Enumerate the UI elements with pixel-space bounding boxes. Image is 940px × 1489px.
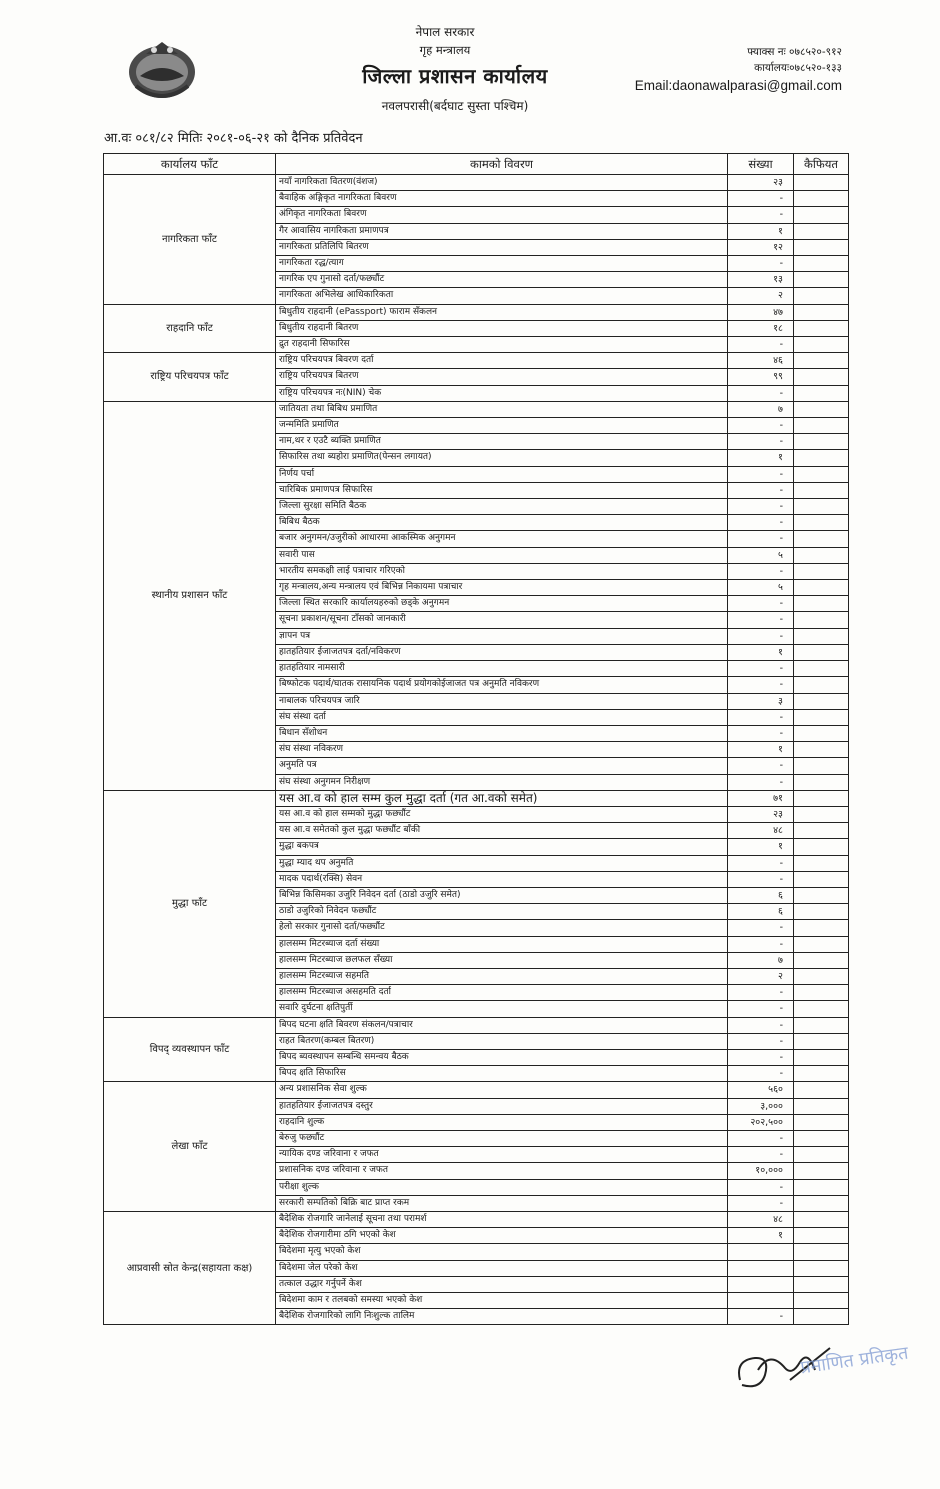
count-cell: - [728, 1001, 794, 1017]
count-cell: - [728, 337, 794, 353]
remarks-cell [794, 887, 849, 903]
district-name: नवलपरासी(बर्दघाट सुस्ता पश्चिम) [381, 99, 529, 113]
task-cell: सिफारिस तथा ब्यहोरा प्रमाणित(पेन्सन लगायत) [276, 450, 728, 466]
remarks-cell [794, 920, 849, 936]
count-cell: - [728, 1033, 794, 1049]
remarks-cell [794, 1179, 849, 1195]
count-cell: ४६ [728, 353, 794, 369]
remarks-cell [794, 790, 849, 806]
task-cell: राष्ट्रिय परिचयपत्र बिवरण दर्ता [276, 353, 728, 369]
count-cell: - [728, 725, 794, 741]
task-cell: संघ संस्था नविकरण [276, 742, 728, 758]
count-cell: - [728, 1130, 794, 1146]
task-cell: राहत बितरण(कम्बल बितरण) [276, 1033, 728, 1049]
task-cell: राहदानि शुल्क [276, 1114, 728, 1130]
section-name: आप्रवासी स्रोत केन्द्र(सहायता कक्ष) [104, 1212, 276, 1325]
header-count: संख्या [728, 154, 794, 175]
remarks-cell [794, 353, 849, 369]
remarks-cell [794, 191, 849, 207]
count-cell: २०२,५०० [728, 1114, 794, 1130]
remarks-cell [794, 1033, 849, 1049]
task-cell: भारतीय समकक्षी लाई पत्राचार गरिएको [276, 563, 728, 579]
section-name: स्थानीय प्रशासन फाँट [104, 401, 276, 790]
count-cell: २३ [728, 175, 794, 191]
remarks-cell [794, 175, 849, 191]
task-cell: संघ संस्था अनुगमन निरीक्षण [276, 774, 728, 790]
task-cell: बिभिन्न किसिमका उजुरि निवेदन दर्ता (ठाडो उजुरि समेत) [276, 887, 728, 903]
office-name: जिल्ला प्रशासन कार्यालय [362, 64, 548, 88]
task-cell: नागरिकता अभिलेख आधिकारिकता [276, 288, 728, 304]
office-phone: कार्यालयः०७८५२०-१३३ [754, 62, 842, 74]
count-cell: - [728, 677, 794, 693]
table-row [104, 1082, 849, 1098]
count-cell: ९९ [728, 369, 794, 385]
certification-stamp: प्रमाणित प्रतिकृत [799, 1342, 910, 1379]
count-cell: - [728, 661, 794, 677]
table-body [104, 175, 849, 1325]
remarks-cell [794, 288, 849, 304]
task-cell: जिल्ला स्थित सरकारि कार्यालयहरुको छड्के अनुगमन [276, 596, 728, 612]
remarks-cell [794, 823, 849, 839]
count-cell: १ [728, 644, 794, 660]
count-cell: - [728, 531, 794, 547]
section-name: लेखा फाँट [104, 1082, 276, 1212]
task-cell: बिपद घटना क्षति बिवरण संकलन/पत्राचार [276, 1017, 728, 1033]
task-cell: बेरुजु फछ्यौंट [276, 1130, 728, 1146]
count-cell: २ [728, 288, 794, 304]
count-cell: १०,००० [728, 1163, 794, 1179]
remarks-cell [794, 580, 849, 596]
count-cell: - [728, 418, 794, 434]
remarks-cell [794, 239, 849, 255]
report-title: आ.वः ०८१/८२ मितिः २०८१-०६-२१ को दैनिक प्रतिवेदन [104, 131, 363, 146]
task-cell: गैर आवासिय नागरिकता प्रमाणपत्र [276, 223, 728, 239]
task-cell: हातहतियार ईजाजतपत्र दर्ता/नविकरण [276, 644, 728, 660]
nepal-government-emblem-icon [124, 36, 200, 102]
count-cell: - [728, 1147, 794, 1163]
count-cell: ६ [728, 887, 794, 903]
count-cell: - [728, 385, 794, 401]
task-cell: बिदेशमा जेल परेको केश [276, 1260, 728, 1276]
remarks-cell [794, 806, 849, 822]
government-name: नेपाल सरकार [415, 25, 475, 39]
remarks-cell [794, 1147, 849, 1163]
task-cell: हालसम्म मिटरब्याज छलफल सँख्या [276, 952, 728, 968]
remarks-cell [794, 531, 849, 547]
task-cell: बिधुतीय राहदानी (ePassport) फाराम सँकलन [276, 304, 728, 320]
remarks-cell [794, 547, 849, 563]
task-cell: नागरिकता प्रतिलिपि बितरण [276, 239, 728, 255]
count-cell: ३,००० [728, 1098, 794, 1114]
remarks-cell [794, 1082, 849, 1098]
count-cell: ४८ [728, 1212, 794, 1228]
table-row [104, 353, 849, 369]
task-cell: बिधान सँशोधन [276, 725, 728, 741]
remarks-cell [794, 515, 849, 531]
remarks-cell [794, 1163, 849, 1179]
count-cell: ४८ [728, 823, 794, 839]
remarks-cell [794, 450, 849, 466]
remarks-cell [794, 677, 849, 693]
task-cell: हालसम्म मिटरब्याज दर्ता संख्या [276, 936, 728, 952]
remarks-cell [794, 466, 849, 482]
ministry-name: गृह मन्त्रालय [419, 43, 471, 57]
task-cell: नाम,थर र एउटै ब्यक्ति प्रमाणित [276, 434, 728, 450]
remarks-cell [794, 1001, 849, 1017]
section-name: मुद्धा फाँट [104, 790, 276, 1017]
daily-report-table [103, 153, 849, 1325]
task-cell: ठाडो उजुरिको निवेदन फछ्यौंट [276, 904, 728, 920]
task-cell: द्रुत राहदानी सिफारिस [276, 337, 728, 353]
count-cell: - [728, 1195, 794, 1211]
task-cell: बैदेशिक रोजगारीमा ठगि भएको केश [276, 1228, 728, 1244]
remarks-cell [794, 385, 849, 401]
count-cell: ४७ [728, 304, 794, 320]
task-cell: अन्य प्रशासनिक सेवा शुल्क [276, 1082, 728, 1098]
remarks-cell [794, 1098, 849, 1114]
count-cell: ५६० [728, 1082, 794, 1098]
remarks-cell [794, 1066, 849, 1082]
remarks-cell [794, 207, 849, 223]
count-cell: - [728, 563, 794, 579]
count-cell: ७ [728, 952, 794, 968]
count-cell: - [728, 499, 794, 515]
count-cell: ७१ [728, 790, 794, 806]
remarks-cell [794, 1309, 849, 1325]
remarks-cell [794, 758, 849, 774]
count-cell: - [728, 466, 794, 482]
count-cell: - [728, 985, 794, 1001]
task-cell: बिदेशमा काम र तलबको समस्या भएको केश [276, 1293, 728, 1309]
remarks-cell [794, 774, 849, 790]
remarks-cell [794, 612, 849, 628]
task-cell: हालसम्म मिटरब्याज असहमति दर्ता [276, 985, 728, 1001]
task-cell: मादक पदार्थ(रक्सि) सेवन [276, 871, 728, 887]
task-cell: जातियता तथा बिबिध प्रमाणित [276, 401, 728, 417]
task-cell: प्रशासनिक दण्ड जरिवाना र जफत [276, 1163, 728, 1179]
count-cell [728, 1293, 794, 1309]
count-cell: २ [728, 968, 794, 984]
remarks-cell [794, 936, 849, 952]
count-cell: ५ [728, 580, 794, 596]
task-cell: बिष्फोटक पदार्थ/घातक रासायनिक पदार्थ प्रयोगकोईजाजत पत्र अनुमति नविकरण [276, 677, 728, 693]
task-cell: बिपद क्षति सिफारिस [276, 1066, 728, 1082]
remarks-cell [794, 401, 849, 417]
remarks-cell [794, 1212, 849, 1228]
remarks-cell [794, 1260, 849, 1276]
count-cell: - [728, 628, 794, 644]
remarks-cell [794, 563, 849, 579]
count-cell: - [728, 482, 794, 498]
fax-number: फ्याक्स नः ०७८५२०-९१२ [747, 46, 842, 58]
remarks-cell [794, 628, 849, 644]
section-name: राहदानि फाँट [104, 304, 276, 353]
task-cell: गृह मन्त्रालय,अन्य मन्त्रालय एवं बिभिन्न निकायमा पत्राचार [276, 580, 728, 596]
table-row [104, 790, 849, 806]
task-cell: मुद्धा बकपत्र [276, 839, 728, 855]
task-cell: सवारि दुर्घटना क्षतिपुर्ती [276, 1001, 728, 1017]
remarks-cell [794, 725, 849, 741]
remarks-cell [794, 1049, 849, 1065]
count-cell: १ [728, 223, 794, 239]
remarks-cell [794, 904, 849, 920]
count-cell: - [728, 1179, 794, 1195]
remarks-cell [794, 272, 849, 288]
count-cell: - [728, 596, 794, 612]
task-cell: नागरिक एप गुनासो दर्ता/फछ्यौंट [276, 272, 728, 288]
count-cell: ५ [728, 547, 794, 563]
task-cell: नयाँ नागरिकता वितरण(वंशज) [276, 175, 728, 191]
remarks-cell [794, 985, 849, 1001]
task-cell: न्यायिक दण्ड जरिवाना र जफत [276, 1147, 728, 1163]
table-row [104, 1212, 849, 1228]
letterhead [300, 24, 610, 115]
task-cell: हातहतियार ईजाजतपत्र दस्तुर [276, 1098, 728, 1114]
section-name: राष्ट्रिय परिचयपत्र फाँट [104, 353, 276, 402]
count-cell: - [728, 855, 794, 871]
header-remarks: कैफियत [794, 154, 849, 175]
remarks-cell [794, 223, 849, 239]
table-row [104, 175, 849, 191]
remarks-cell [794, 596, 849, 612]
section-name: नागरिकता फाँट [104, 175, 276, 305]
count-cell [728, 1276, 794, 1292]
task-cell: जन्ममिति प्रमाणित [276, 418, 728, 434]
count-cell: - [728, 256, 794, 272]
task-cell: परीक्षा शुल्क [276, 1179, 728, 1195]
count-cell: - [728, 207, 794, 223]
remarks-cell [794, 320, 849, 336]
remarks-cell [794, 482, 849, 498]
count-cell: - [728, 1309, 794, 1325]
task-cell: संघ संस्था दर्ता [276, 709, 728, 725]
count-cell: १३ [728, 272, 794, 288]
task-cell: सूचना प्रकाशन/सूचना टाँसको जानकारी [276, 612, 728, 628]
count-cell: - [728, 871, 794, 887]
task-cell: राष्ट्रिय परिचयपत्र बितरण [276, 369, 728, 385]
task-cell: जिल्ला सुरक्षा समिति बैठक [276, 499, 728, 515]
task-cell: ज्ञापन पत्र [276, 628, 728, 644]
table-row [104, 1017, 849, 1033]
section-name: विपद् व्यवस्थापन फाँट [104, 1017, 276, 1082]
remarks-cell [794, 742, 849, 758]
task-cell: चारिबिक प्रमाणपत्र सिफारिस [276, 482, 728, 498]
task-cell: बैदेशिक रोजगारिको लागि निःशुल्क तालिम [276, 1309, 728, 1325]
task-cell: हातहतियार नामसारी [276, 661, 728, 677]
contact-block [635, 44, 842, 94]
remarks-cell [794, 871, 849, 887]
count-cell: - [728, 1017, 794, 1033]
remarks-cell [794, 369, 849, 385]
remarks-cell [794, 304, 849, 320]
count-cell: - [728, 515, 794, 531]
remarks-cell [794, 256, 849, 272]
remarks-cell [794, 434, 849, 450]
count-cell: - [728, 758, 794, 774]
count-cell: १ [728, 742, 794, 758]
remarks-cell [794, 839, 849, 855]
remarks-cell [794, 499, 849, 515]
task-cell: हेलो सरकार गुनासो दर्ता/फछ्यौंट [276, 920, 728, 936]
count-cell: - [728, 612, 794, 628]
count-cell: - [728, 1066, 794, 1082]
remarks-cell [794, 855, 849, 871]
count-cell: - [728, 434, 794, 450]
remarks-cell [794, 1293, 849, 1309]
task-cell: नागरिकता रद्ध/त्याग [276, 256, 728, 272]
count-cell: १८ [728, 320, 794, 336]
count-cell [728, 1244, 794, 1260]
task-cell: सवारी पास [276, 547, 728, 563]
header-section: कार्यालय फाँट [104, 154, 276, 175]
remarks-cell [794, 644, 849, 660]
task-cell: यस आ.व को हाल सम्मको मुद्धा फछ्यौंट [276, 806, 728, 822]
remarks-cell [794, 1276, 849, 1292]
count-cell: - [728, 774, 794, 790]
remarks-cell [794, 337, 849, 353]
count-cell: १ [728, 1228, 794, 1244]
remarks-cell [794, 952, 849, 968]
remarks-cell [794, 1017, 849, 1033]
remarks-cell [794, 418, 849, 434]
count-cell: १२ [728, 239, 794, 255]
count-cell: ६ [728, 904, 794, 920]
count-cell: ३ [728, 693, 794, 709]
task-cell: सरकारी सम्पतिको बिक्रि बाट प्राप्त रकम [276, 1195, 728, 1211]
task-cell: यस आ.व समेतको कुल मुद्धा फछ्यौंट बाँकी [276, 823, 728, 839]
count-cell: - [728, 920, 794, 936]
count-cell: - [728, 936, 794, 952]
task-cell: बिबिध बैठक [276, 515, 728, 531]
table-row [104, 304, 849, 320]
table-row [104, 401, 849, 417]
count-cell: १ [728, 450, 794, 466]
task-cell: बिपद ब्यवस्थापन सम्बन्धि समन्वय बैठक [276, 1049, 728, 1065]
task-cell: मुद्धा म्याद थप अनुमति [276, 855, 728, 871]
count-cell: - [728, 709, 794, 725]
task-cell: बजार अनुगमन/उजुरीको आधारमा आकस्मिक अनुगमन [276, 531, 728, 547]
count-cell [728, 1260, 794, 1276]
task-cell: बिधुतीय राहदानी बितरण [276, 320, 728, 336]
header-task: कामको विवरण [276, 154, 728, 175]
task-cell: यस आ.व को हाल सम्म कुल मुद्धा दर्ता (गत आ.वको समेत) [276, 790, 728, 806]
task-cell: बैवाहिक अङ्गिकृत नागरिकता बिवरण [276, 191, 728, 207]
remarks-cell [794, 693, 849, 709]
remarks-cell [794, 1195, 849, 1211]
remarks-cell [794, 968, 849, 984]
count-cell: ७ [728, 401, 794, 417]
task-cell: नाबालक परिचयपत्र जारि [276, 693, 728, 709]
task-cell: निर्णय पर्चा [276, 466, 728, 482]
remarks-cell [794, 1130, 849, 1146]
remarks-cell [794, 709, 849, 725]
remarks-cell [794, 1114, 849, 1130]
task-cell: तत्काल उद्धार गर्नुपर्ने केश [276, 1276, 728, 1292]
task-cell: राष्ट्रिय परिचयपत्र नः(NIN) चेक [276, 385, 728, 401]
count-cell: - [728, 191, 794, 207]
task-cell: हालसम्म मिटरब्याज सहमति [276, 968, 728, 984]
count-cell: २३ [728, 806, 794, 822]
task-cell: बिदेशमा मृत्यु भएको केश [276, 1244, 728, 1260]
table-header-row [104, 154, 849, 175]
email-address: Email:daonawalparasi@gmail.com [634, 78, 842, 93]
task-cell: अनुमति पत्र [276, 758, 728, 774]
remarks-cell [794, 661, 849, 677]
remarks-cell [794, 1244, 849, 1260]
count-cell: - [728, 1049, 794, 1065]
report-table-container [103, 153, 848, 1325]
count-cell: १ [728, 839, 794, 855]
task-cell: अंगिकृत नागरिकता बिवरण [276, 207, 728, 223]
remarks-cell [794, 1228, 849, 1244]
task-cell: बैदेशिक रोजगारि जानेलाई सूचना तथा परामर्श [276, 1212, 728, 1228]
